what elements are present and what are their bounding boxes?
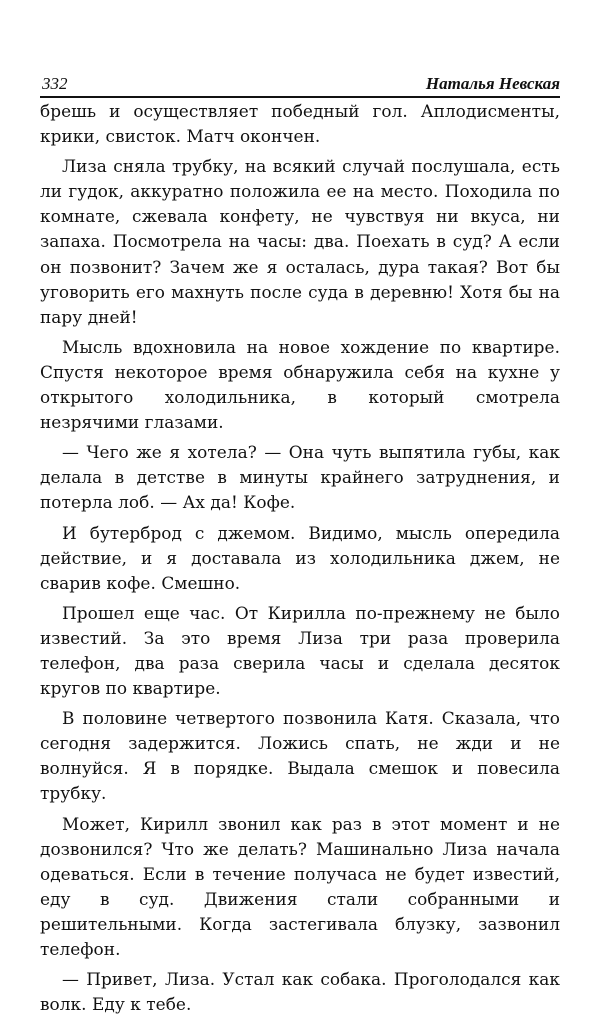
paragraph: Прошел еще час. От Кирилла по-прежнему не было известий. За это время Лиза три раза проверила телефон, два раза сверила часы и сделала десяток кругов по квартире. — [40, 602, 560, 699]
paragraph: Мысль вдохновила на новое хождение по квартире. Спустя некоторое время обнаружила себя на кухне у открытого холодильника, в который смотрела незрячими глазами. — [40, 336, 560, 433]
page-header — [42, 66, 560, 94]
body-text — [40, 99, 560, 1022]
header-rule — [40, 96, 560, 98]
paragraph: Лиза сняла трубку, на всякий случай послушала, есть ли гудок, аккуратно положила ее на место. Походила по комнате, сжевала конфету, не чувствуя ни вкуса, ни запаха. Посмотрела на часы: два. Поехать в суд? А если он позвонит? Зачем же я осталась, дура такая? Вот бы уговорить его махнуть после суда в деревню! Хотя бы на пару дней! — [40, 156, 560, 327]
paragraph: — Чего же я хотела? — Она чуть выпятила губы, как делала в детстве в минуты крайнего затруднения, и потерла лоб. — Ах да! Кофе. — [40, 442, 560, 513]
paragraph: И бутерброд с джемом. Видимо, мысль опередила действие, и я доставала из холодильника джем, не сварив кофе. Смешно. — [40, 522, 560, 593]
page-number: 332 — [42, 74, 68, 93]
paragraph: Может, Кирилл звонил как раз в этот момент и не дозвонился? Что же делать? Машинально Лиза начала одеваться. Если в течение получаса не будет известий, еду в суд. Движения стали собранными и решительными. Когда застегивала блузку, зазвонил телефон. — [40, 813, 560, 959]
running-title: Наталья Невская — [425, 74, 560, 93]
paragraph: — Привет, Лиза. Устал как собака. Проголодался как волк. Еду к тебе. — [40, 969, 560, 1015]
paragraph: брешь и осуществляет победный гол. Аплодисменты, крики, свисток. Матч окончен. — [40, 101, 560, 147]
paragraph: В половине четвертого позвонила Катя. Сказала, что сегодня задержится. Ложись спать, не жди и не волнуйся. Я в порядке. Выдала смешок и повесила трубку. — [40, 708, 560, 804]
